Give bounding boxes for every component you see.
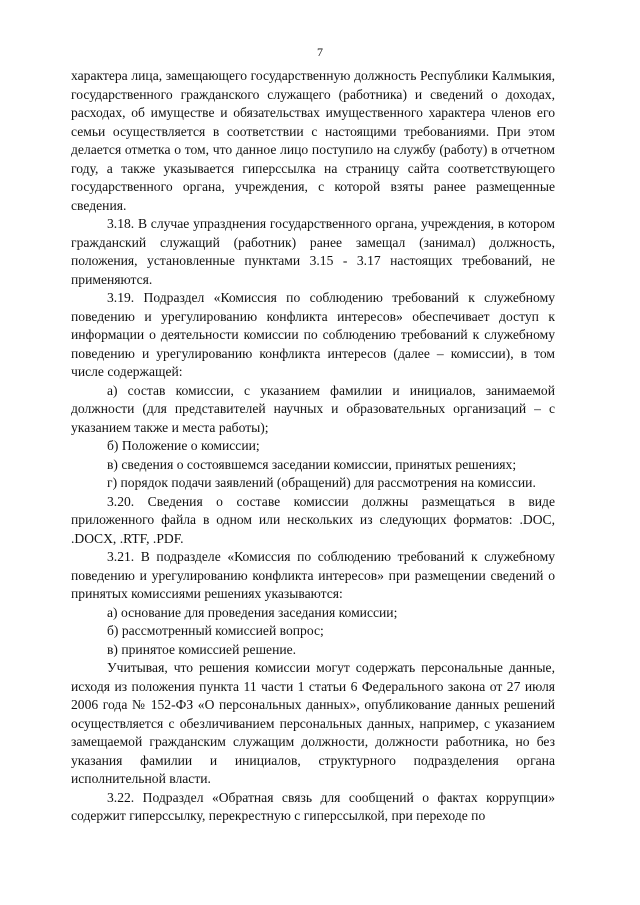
paragraph-personal-data: Учитывая, что решения комиссии могут содержать персональные данные, исходя из положения пункта 11 части 1 статьи 6 Федерального закона от 27 июля 2006 года № 152-ФЗ «О персональных данных», опубликование данных решений осуществляется с обезличиванием персональных данных, например, с указанием замещаемой гражданским служащим должности, должности работника, но без указания фамилии и инициалов, структурного подразделения органа исполнительной власти.: [71, 660, 555, 786]
paragraph-3-22: 3.22. Подраздел «Обратная связь для сообщений о фактах коррупции» содержит гиперссылку, перекрестную с гиперссылкой, при переходе по: [71, 789, 555, 823]
paragraph-3-19: 3.19. Подраздел «Комиссия по соблюдению требований к служебному поведению и урегулированию конфликта интересов» обеспечивает доступ к информации о деятельности комиссии по соблюдению требований к служебному поведению и урегулированию конфликта интересов (далее – комиссии), в том числе содержащей:: [71, 290, 555, 379]
list-item-a: а) состав комиссии, с указанием фамилии и инициалов, занимаемой должности (для представителей научных и образовательных организаций – с указанием также и места работы);: [71, 382, 555, 435]
list-item-g: г) порядок подачи заявлений (обращений) для рассмотрения на комиссии.: [107, 475, 536, 490]
list-item-a-2: а) основание для проведения заседания комиссии;: [107, 604, 398, 620]
paragraph-3-20: 3.20. Сведения о составе комиссии должны размещаться в виде приложенного файла в одном или нескольких из следующих форматов: .DOC, .DOCX, .RTF, .PDF.: [71, 493, 555, 546]
paragraph-3-18: 3.18. В случае упразднения государственного органа, учреждения, в котором гражданский служащий (работник) ранее замещал (занимал) должность, положения, установленные пунктами 3.15 - 3.17 настоящих требований, не применяются.: [71, 216, 555, 287]
list-item-v-2: в) принятое комиссией решение.: [107, 641, 297, 657]
list-item-v: в) сведения о состоявшемся заседании комиссии, принятых решениях;: [107, 456, 517, 472]
page-number: 7: [317, 45, 323, 59]
list-item-b-2: б) рассмотренный комиссией вопрос;: [107, 623, 324, 638]
document-body: [71, 67, 555, 826]
paragraph-3-21: 3.21. В подразделе «Комиссия по соблюдению требований к служебному поведению и урегулированию конфликта интересов» при размещении сведений о принятых комиссиями решениях указываются:: [71, 549, 555, 601]
paragraph-continuation: характера лица, замещающего государственную должность Республики Калмыкия, государственного гражданского служащего (работника) и сведений о доходах, расходах, об имуществе и обязательствах имущественного характера членов его семьи осуществляется в соответствии с настоящими требованиями. При этом делается отметка о том, что данное лицо поступило на службу (работу) в отчетном году, а также указывается гиперссылка на страницу сайта соответствующего государственного органа, учреждения, с которой взяты ранее размещенные сведения.: [71, 68, 555, 213]
list-item-b: б) Положение о комиссии;: [107, 438, 260, 453]
